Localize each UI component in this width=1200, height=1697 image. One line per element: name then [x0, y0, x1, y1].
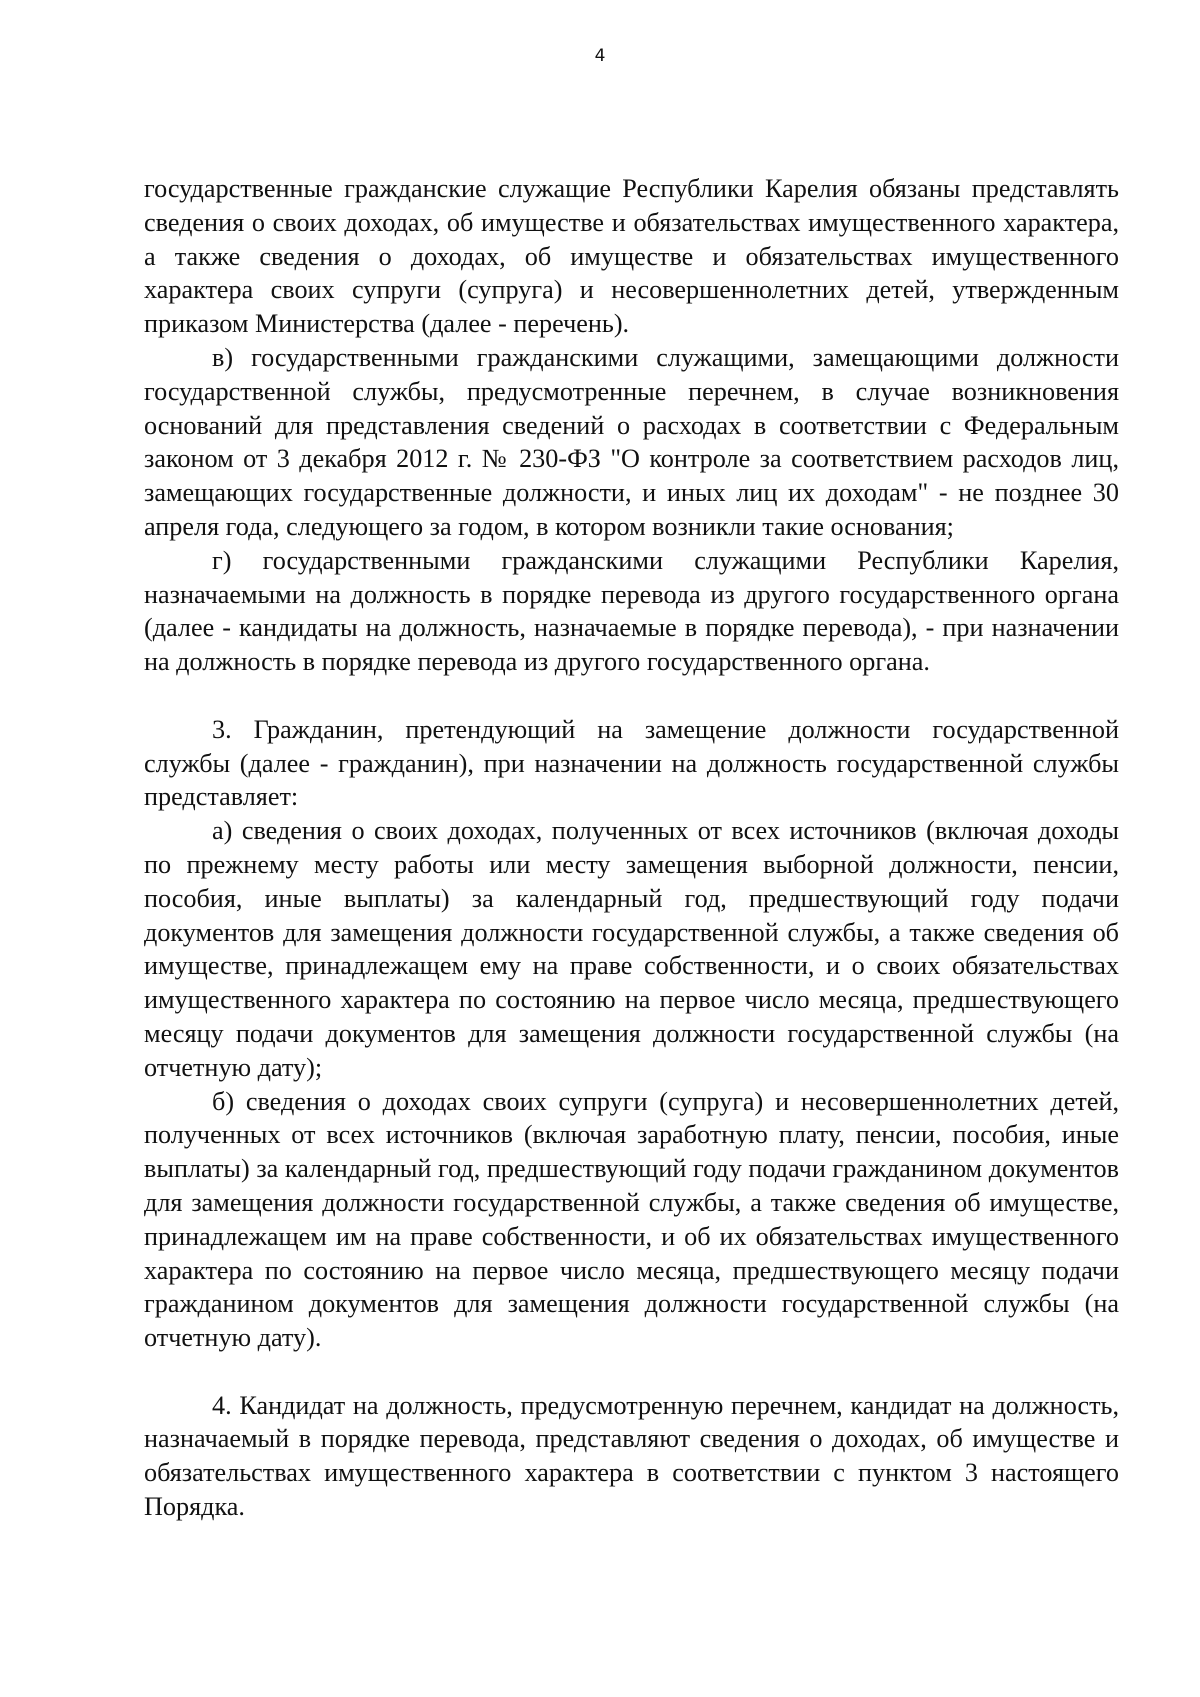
paragraph-section-3: 3. Гражданин, претендующий на замещение должности государственной службы (далее - гражданин), при назначении на должность государственной службы представляет:: [144, 714, 1119, 812]
paragraph-item-v: в) государственными гражданскими служащими, замещающими должности государственной службы, предусмотренные перечнем, в случае возникновения оснований для представления сведений о расходах в соответствии с Федеральным законом от 3 декабря 2012 г. № 230-ФЗ "О контроле за соответствием расходов лиц, замещающих государственные должности, и иных лиц их доходам" - не позднее 30 апреля года, следующего за годом, в котором возникли такие основания;: [144, 342, 1119, 541]
paragraph-continuation: государственные гражданские служащие Республики Карелия обязаны представлять сведения о своих доходах, об имуществе и обязательствах имущественного характера, а также сведения о доходах, об имуществе и обязательствах имущественного характера своих супруги (супруга) и несовершеннолетних детей, утвержденным приказом Министерства (далее - перечень).: [144, 174, 1119, 339]
paragraph-item-g: г) государственными гражданскими служащими Республики Карелия, назначаемыми на должность в порядке перевода из другого государственного органа (далее - кандидаты на должность, назначаемые в порядке перевода), - при назначении на должность в порядке перевода из другого государственного органа.: [144, 545, 1119, 677]
paragraph-item-a: а) сведения о своих доходах, полученных от всех источников (включая доходы по прежнему месту работы или месту замещения выборной должности, пенсии, пособия, иные выплаты) за календарный год, предшествующий году подачи документов для замещения должности государственной службы, а также сведения об имуществе, принадлежащем ему на праве собственности, и о своих обязательствах имущественного характера по состоянию на первое число месяца, предшествующего месяцу подачи документов для замещения должности государственной службы (на отчетную дату);: [144, 816, 1119, 1082]
paragraph-item-b: б) сведения о доходах своих супруги (супруга) и несовершеннолетних детей, полученных от всех источников (включая заработную плату, пенсии, пособия, иные выплаты) за календарный год, предшествующий году подачи гражданином документов для замещения должности государственной службы, а также сведения об имуществе, принадлежащем им на праве собственности, и об их обязательствах имущественного характера по состоянию на первое число месяца, предшествующего месяцу подачи гражданином документов для замещения должности государственной службы (на отчетную дату).: [144, 1086, 1119, 1353]
page-number: 4: [594, 46, 606, 66]
paragraph-section-4: 4. Кандидат на должность, предусмотренную перечнем, кандидат на должность, назначаемый в порядке перевода, представляют сведения о доходах, об имуществе и обязательствах имущественного характера в соответствии с пунктом 3 настоящего Порядка.: [144, 1390, 1119, 1522]
document-body: [144, 172, 1119, 1524]
